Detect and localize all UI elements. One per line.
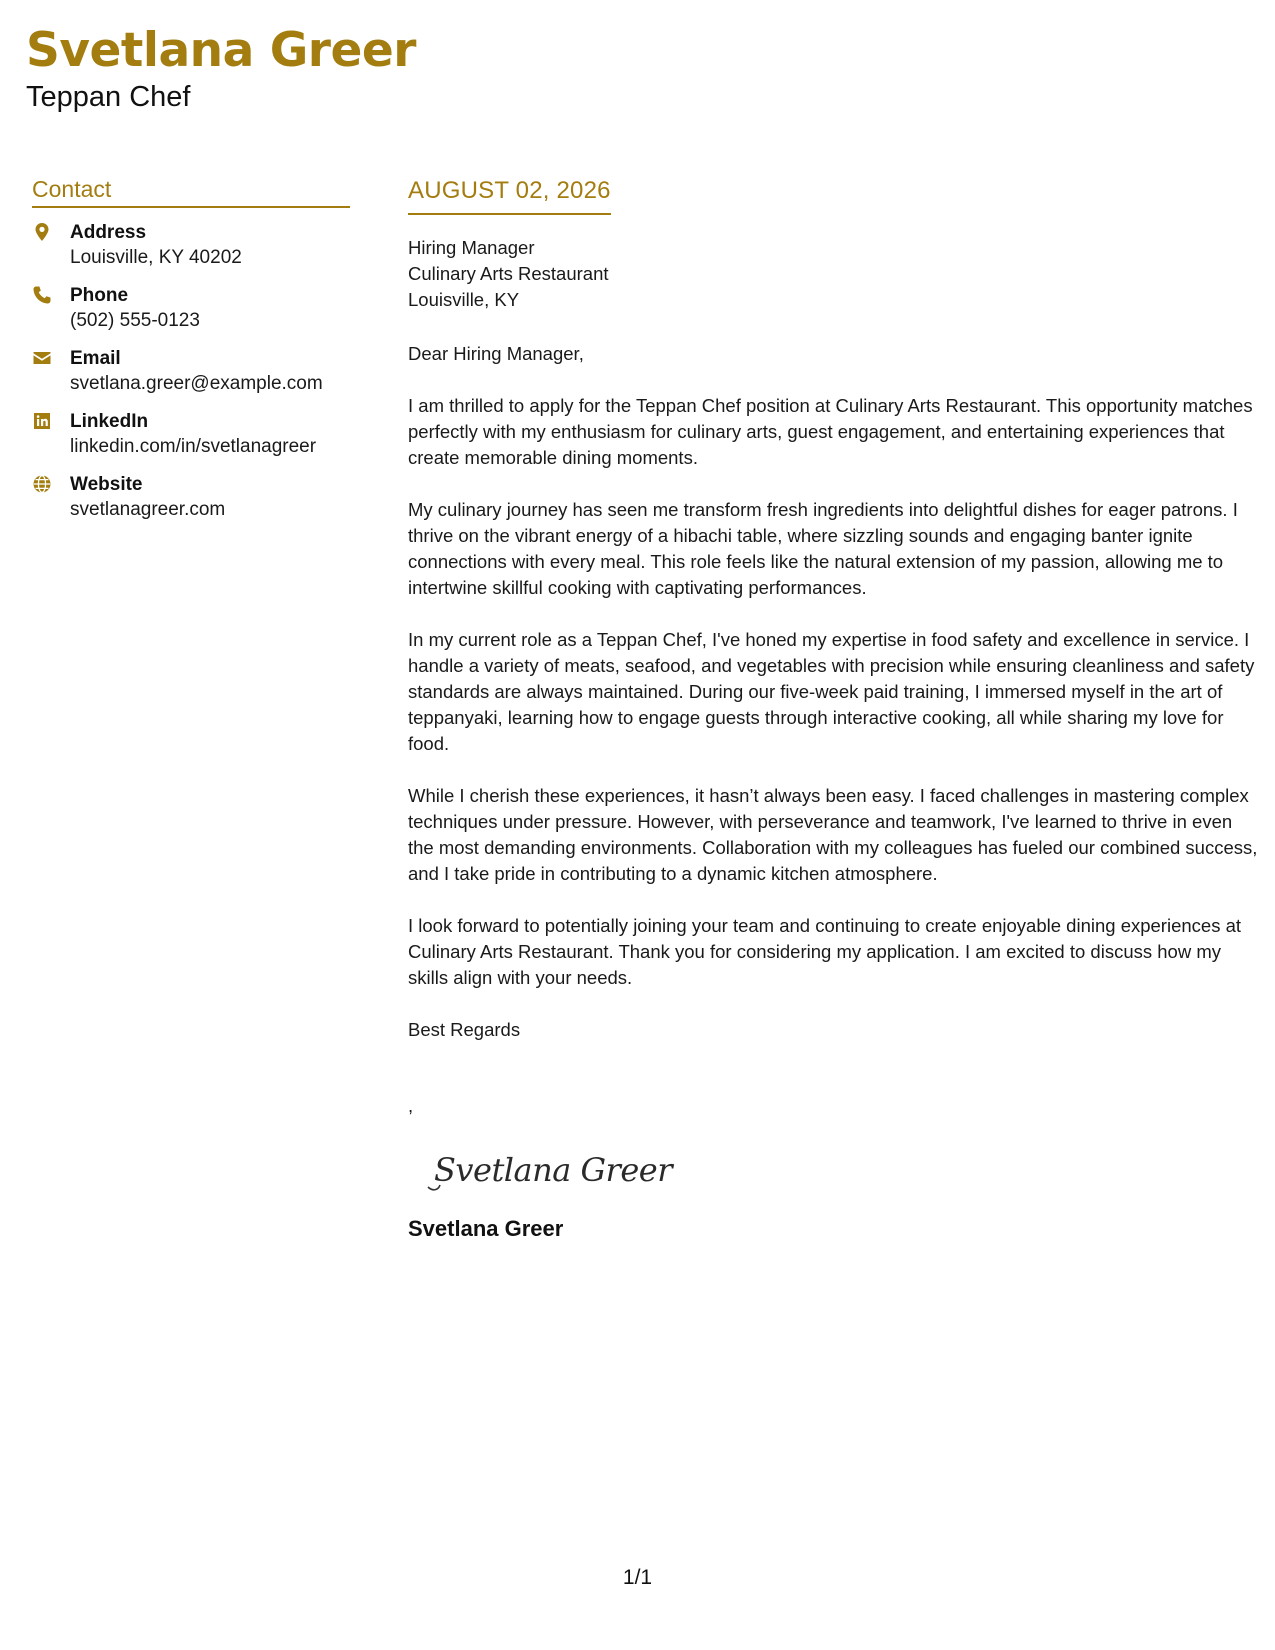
contact-label: Phone: [70, 285, 129, 306]
letter-paragraph: While I cherish these experiences, it hasn’t always been easy. I faced challenges in mastering complex techniques under pressure. However, with perseverance and teamwork, I've learned to thrive in even the most demanding environments. Collaboration with my colleagues has fueled our combined success, and I take pride in contributing to a dynamic kitchen atmosphere.: [408, 785, 1258, 884]
contact-item-website: [32, 472, 350, 535]
contact-sidebar: [32, 174, 350, 535]
signature-image: [422, 1139, 682, 1199]
contact-item-email: [32, 346, 350, 409]
recipient-line: Culinary Arts Restaurant: [408, 263, 609, 284]
contact-value: svetlana.greer@example.com: [70, 373, 323, 394]
contact-item-phone: [32, 283, 350, 346]
map-pin-icon: [32, 222, 54, 244]
closing: Best Regards: [408, 1019, 521, 1040]
letter-paragraph: I look forward to potentially joining your team and continuing to create enjoyable dining experiences at Culinary Arts Restaurant. Thank you for considering my application. I am excited to discuss how my skills align with your needs.: [408, 915, 1242, 988]
contact-value: svetlanagreer.com: [70, 499, 226, 520]
recipient-line: Hiring Manager: [408, 237, 535, 258]
signature-text: Svetlana Greer: [434, 1151, 672, 1189]
letter-date: AUGUST 02, 2026: [408, 176, 611, 215]
letter-paragraph: My culinary journey has seen me transform fresh ingredients into delightful dishes for eager patrons. I thrive on the vibrant energy of a hibachi table, where sizzling sounds and engaging banter ignite connections with every meal. This role feels like the natural extension of my passion, allowing me to intertwine skillful cooking with captivating performances.: [408, 499, 1238, 598]
contact-label: Email: [70, 348, 121, 369]
letter-body: [408, 176, 1258, 1243]
globe-icon: [32, 474, 54, 496]
page-number: 1/1: [622, 1566, 653, 1589]
recipient-block: [408, 235, 1258, 313]
candidate-name: Svetlana Greer: [26, 23, 416, 78]
contact-label: Website: [70, 474, 143, 495]
contact-value: (502) 555-0123: [70, 310, 200, 331]
envelope-icon: [32, 348, 54, 370]
contact-label: Address: [70, 222, 147, 243]
letter-paragraph: In my current role as a Teppan Chef, I've honed my expertise in food safety and excellence in service. I handle a variety of meats, seafood, and vegetables with precision while ensuring cleanliness and safety standards are always maintained. During our five-week paid training, I immersed myself in the art of teppanyaki, learning how to engage guests through interactive cooking, all while sharing my love for food.: [408, 629, 1255, 754]
signed-name: Svetlana Greer: [408, 1216, 564, 1241]
closing-comma: ,: [408, 1095, 414, 1116]
recipient-line: Louisville, KY: [408, 289, 520, 310]
contact-value: Louisville, KY 40202: [70, 247, 242, 268]
phone-icon: [32, 285, 54, 307]
contact-item-linkedin: [32, 409, 350, 472]
linkedin-icon: [32, 411, 54, 433]
contact-item-address: [32, 220, 350, 283]
header: [26, 22, 416, 114]
contact-value: linkedin.com/in/svetlanagreer: [70, 436, 317, 457]
candidate-role: Teppan Chef: [26, 81, 191, 113]
contact-label: LinkedIn: [70, 411, 149, 432]
contact-heading: Contact: [32, 174, 350, 208]
salutation: Dear Hiring Manager,: [408, 343, 584, 364]
letter-paragraph: I am thrilled to apply for the Teppan Chef position at Culinary Arts Restaurant. This opportunity matches perfectly with my enthusiasm for culinary arts, guest engagement, and entertaining experiences that create memorable dining moments.: [408, 395, 1253, 468]
